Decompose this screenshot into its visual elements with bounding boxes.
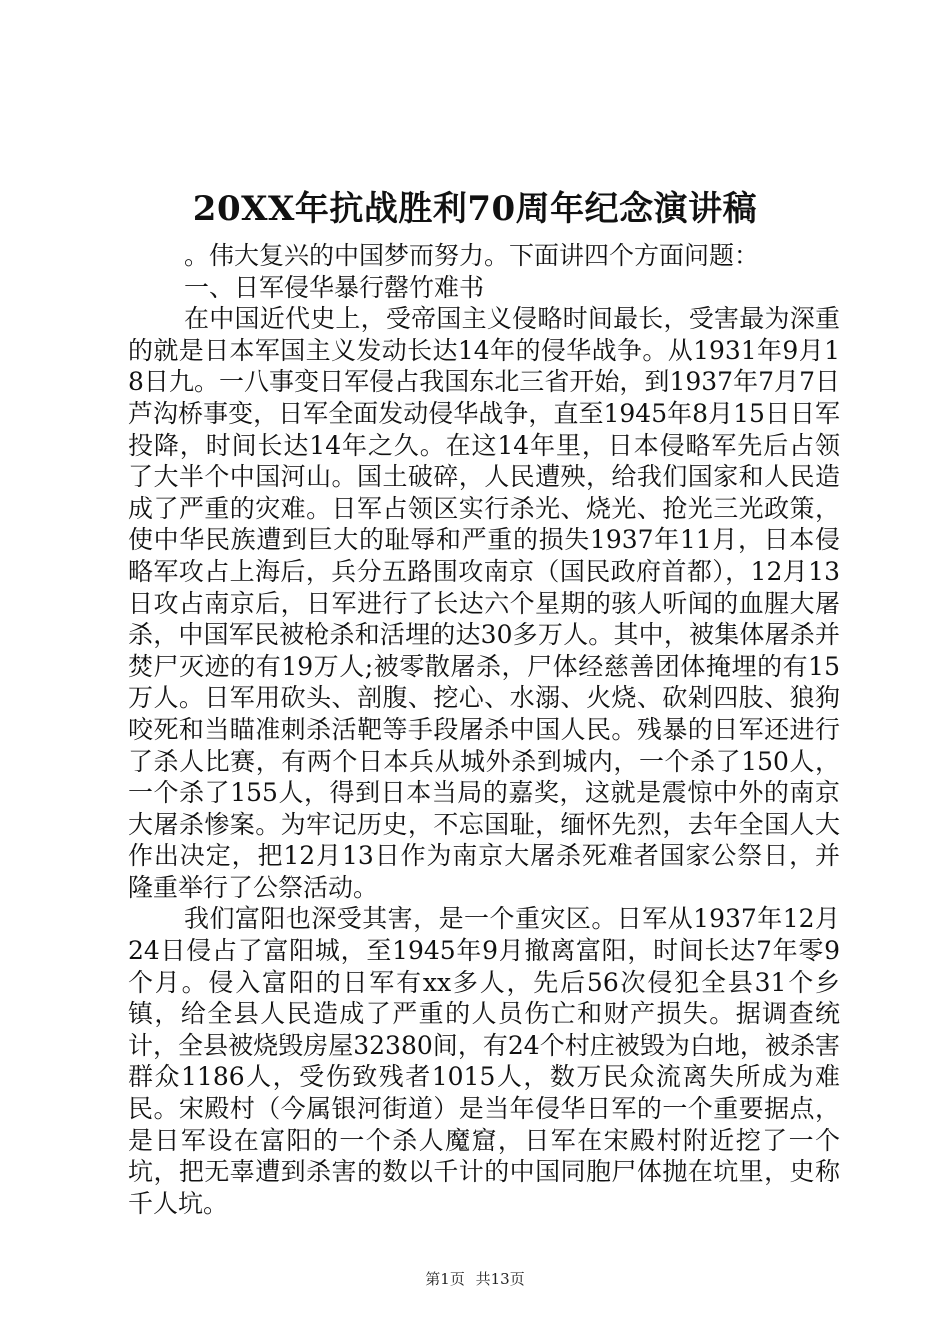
paragraph-intro: 。伟大复兴的中国梦而努力。下面讲四个方面问题：: [184, 241, 760, 270]
page-total: 共13页: [475, 1270, 525, 1288]
page-title: 20XX年抗战胜利70周年纪念演讲稿: [192, 189, 758, 229]
page-number: 第1页: [425, 1270, 465, 1288]
paragraph-history: 在中国近代史上，受帝国主义侵略时间最长，受害最为深重的就是日本军国主义发动长达14年的侵华战争。从1931年9月18日九。一八事变日军侵占我国东北三省开始，到1937年7月7日芦沟桥事变，日军全面发动侵华战争，直至1945年8月15日日军投降，时间长达14年之久。在这14年里，日本侵略军先后占领了大半个中国河山。国土破碎，人民遭殃，给我们国家和人民造成了严重的灾难。日军占领区实行杀光、烧光、抢光三光政策，使中华民族遭到巨大的耻辱和严重的损失1937年11月，日本侵略军攻占上海后，兵分五路围攻南京（国民政府首都），12月13日攻占南京后，日军进行了长达六个星期的骇人听闻的血腥大屠杀，中国军民被枪杀和活埋的达30多万人。其中，被集体屠杀并焚尸灭迹的有19万人;被零散屠杀，尸体经慈善团体掩埋的有15万人。日军用砍头、剖腹、挖心、水溺、火烧、砍剁四肢、狼狗咬死和当瞄准刺杀活靶等手段屠杀中国人民。残暴的日军还进行了杀人比赛，有两个日本兵从城外杀到城内，一个杀了150人，一个杀了155人，得到日本当局的嘉奖，这就是震惊中外的南京大屠杀惨案。为牢记历史，不忘国耻，缅怀先烈，去年全国人大作出决定，把12月13日作为南京大屠杀死难者国家公祭日，并隆重举行了公祭活动。: [128, 304, 840, 902]
page-footer: [0, 1268, 950, 1290]
document-body: [128, 240, 840, 1219]
paragraph-fuyang: 我们富阳也深受其害，是一个重灾区。日军从1937年12月24日侵占了富阳城，至1945年9月撤离富阳，时间长达7年零9个月。侵入富阳的日军有xx多人，先后56次侵犯全县31个乡镇，给全县人民造成了严重的人员伤亡和财产损失。据调查统计，全县被烧毁房屋32380间，有24个村庄被毁为白地，被杀害群众1186人，受伤致残者1015人，数万民众流离失所成为难民。宋殿村（今属银河街道）是当年侵华日军的一个重要据点，是日军设在富阳的一个杀人魔窟，日军在宋殿村附近挖了一个坑，把无辜遭到杀害的数以千计的中国同胞尸体抛在坑里，史称千人坑。: [128, 904, 840, 1218]
section-heading: 一、日军侵华暴行罄竹难书: [184, 272, 485, 302]
